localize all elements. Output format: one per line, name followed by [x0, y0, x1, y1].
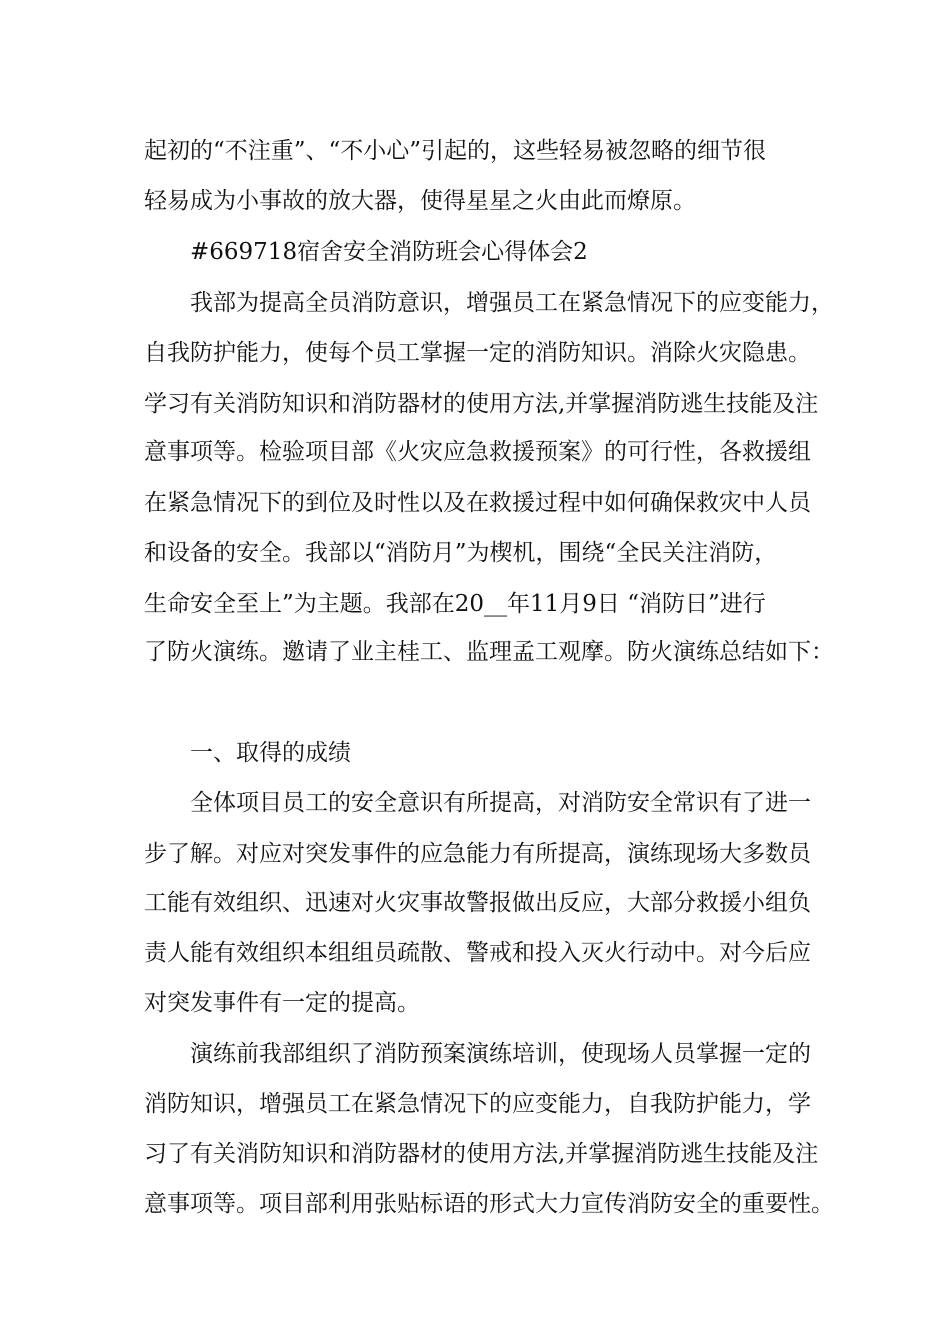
text-line: 了防火演练。邀请了业主桂工、监理孟工观摩。防火演练总结如下：: [144, 639, 834, 665]
text-line: 责人能有效组织本组组员疏散、警戒和投入灭火行动中。对今后应: [144, 940, 811, 966]
section-heading: 一、取得的成绩: [190, 740, 351, 766]
text-line: 生命安全至上”为主题。我部在20__年11月9日 “消防日”进行: [144, 591, 766, 617]
text-line: 起初的“不注重”、“不小心”引起的，这些轻易被忽略的细节很: [144, 138, 767, 164]
text-line: 在紧急情况下的到位及时性以及在救援过程中如何确保救灾中人员: [144, 490, 811, 516]
text-line: 轻易成为小事故的放大器，使得星星之火由此而燎原。: [144, 188, 696, 214]
text-line: 和设备的安全。我部以“消防月”为楔机，围绕“全民关注消防，: [144, 540, 778, 566]
text-line: 对突发事件有一定的提高。: [144, 990, 420, 1016]
text-line: 步了解。对应对突发事件的应急能力有所提高，演练现场大多数员: [144, 841, 811, 867]
text-line: 演练前我部组织了消防预案演练培训，使现场人员掌握一定的: [190, 1041, 811, 1067]
text-line: 习了有关消防知识和消防器材的使用方法,并掌握消防逃生技能及注: [144, 1141, 819, 1167]
text-line: 学习有关消防知识和消防器材的使用方法,并掌握消防逃生技能及注: [144, 391, 819, 417]
section-heading: #669718宿舍安全消防班会心得体会2: [190, 239, 588, 265]
text-line: 意事项等。检验项目部《火灾应急救援预案》的可行性，各救援组: [144, 439, 811, 465]
text-line: 全体项目员工的安全意识有所提高，对消防安全常识有了进一: [190, 790, 811, 816]
text-line: 工能有效组织、迅速对火灾事故警报做出反应，大部分救援小组负: [144, 890, 811, 916]
text-line: 我部为提高全员消防意识，增强员工在紧急情况下的应变能力，: [190, 290, 834, 316]
text-line: 自我防护能力，使每个员工掌握一定的消防知识。消除火灾隐患。: [144, 340, 811, 366]
text-line: 消防知识，增强员工在紧急情况下的应变能力，自我防护能力，学: [144, 1091, 811, 1117]
text-line: 意事项等。项目部利用张贴标语的形式大力宣传消防安全的重要性。: [144, 1191, 834, 1217]
